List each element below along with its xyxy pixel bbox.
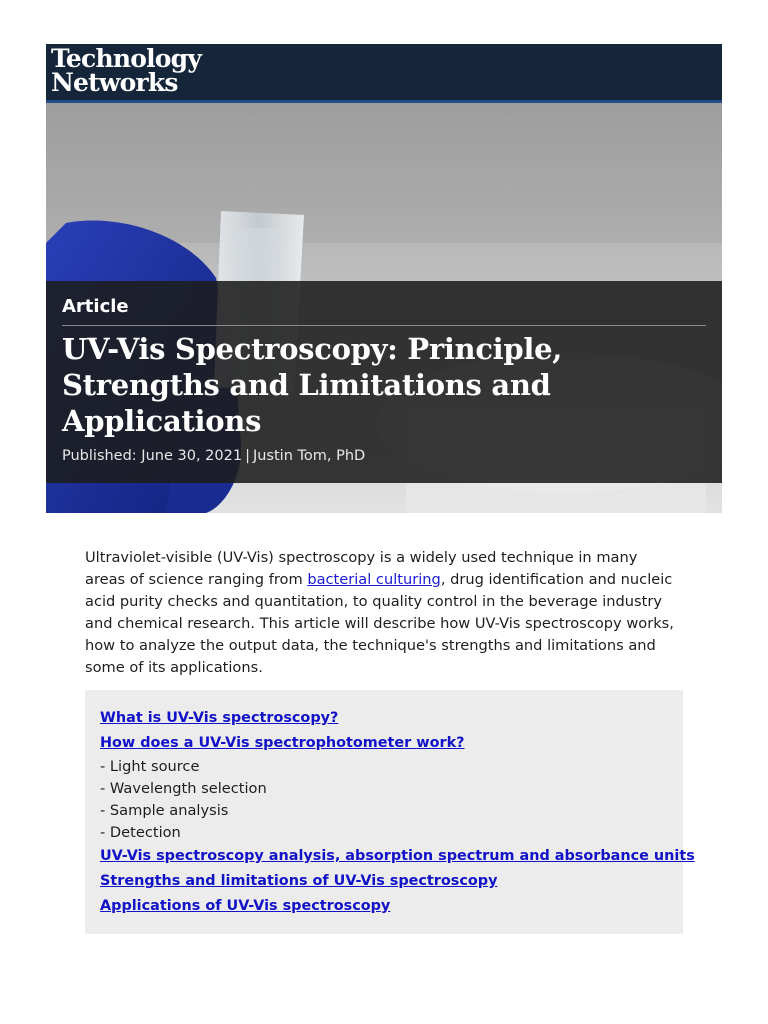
intro-paragraph bbox=[85, 547, 677, 679]
byline-separator: | bbox=[245, 448, 250, 464]
article-type-label: Article bbox=[62, 296, 129, 317]
article-byline bbox=[62, 448, 365, 464]
toc-sub-sample-analysis: - Sample analysis bbox=[100, 802, 229, 819]
toc-sub-detection: - Detection bbox=[100, 824, 181, 841]
brand-logo[interactable] bbox=[51, 44, 202, 97]
hero-image bbox=[46, 103, 722, 513]
brand-line-1: Technology bbox=[51, 44, 202, 73]
article-title: UV-Vis Spectroscopy: Principle, Strengths and Limitations and Applications bbox=[62, 332, 563, 438]
bacterial-culturing-link[interactable]: bacterial culturing bbox=[307, 570, 441, 588]
toc-link-analysis[interactable]: UV-Vis spectroscopy analysis, absorption spectrum and absorbance units bbox=[100, 848, 695, 864]
site-header bbox=[46, 44, 722, 103]
intro-text-start: Ultraviolet-visible (UV-Vis) spectroscopy is a widely used technique in many areas of science ranging from bbox=[85, 548, 638, 588]
toc-sub-wavelength-selection: - Wavelength selection bbox=[100, 780, 267, 797]
toc-link-strengths-limitations[interactable]: Strengths and limitations of UV-Vis spectroscopy bbox=[100, 873, 498, 889]
brand-line-2: Networks bbox=[51, 68, 178, 97]
toc-link-applications[interactable]: Applications of UV-Vis spectroscopy bbox=[100, 898, 391, 914]
published-date: Published: June 30, 2021 bbox=[62, 448, 243, 464]
toc-sub-light-source: - Light source bbox=[100, 758, 200, 775]
toc-link-how-it-works[interactable]: How does a UV-Vis spectrophotometer work? bbox=[100, 735, 465, 751]
article-title-overlay bbox=[46, 281, 722, 483]
table-of-contents bbox=[85, 690, 695, 934]
author-name[interactable]: Justin Tom, PhD bbox=[252, 448, 366, 464]
title-divider bbox=[62, 325, 706, 326]
toc-link-what-is[interactable]: What is UV-Vis spectroscopy? bbox=[100, 710, 339, 726]
intro-text-end: , drug identification and nucleic acid purity checks and quantitation, to quality control in the beverage industry and chemical research. This article will describe how UV-Vis spectroscopy works, how to analyze the output data, the technique's strengths and limitations and some of its applications. bbox=[85, 570, 674, 676]
